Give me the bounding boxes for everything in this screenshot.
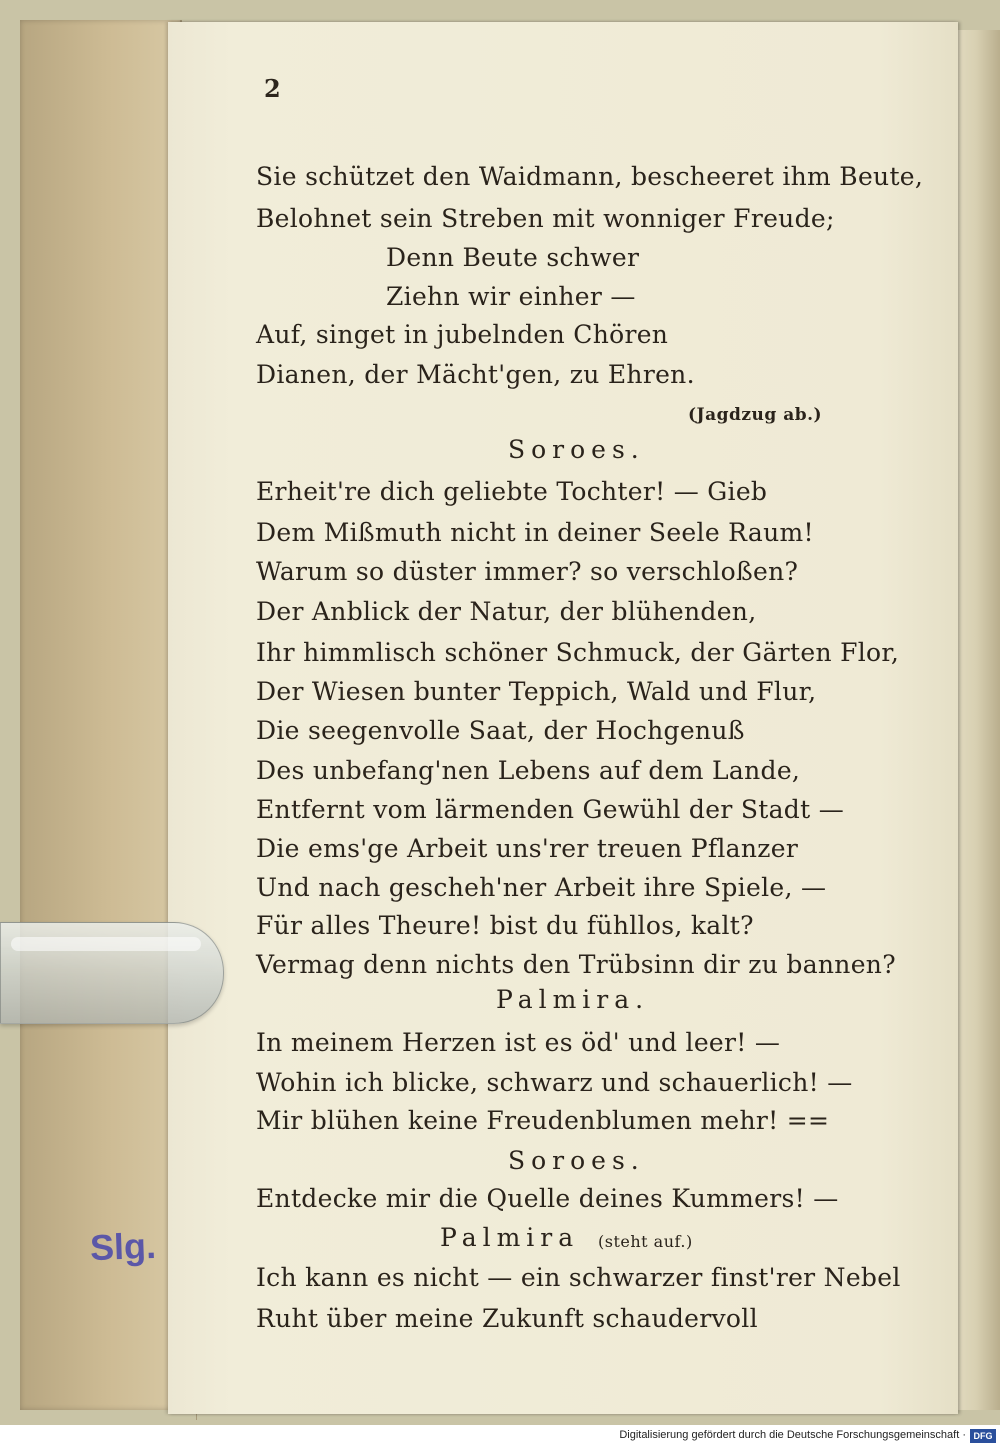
speaker-name: Soroes.	[508, 435, 645, 464]
funding-notice: Digitalisierung gefördert durch die Deutsche Forschungsgemeinschaft ·	[619, 1429, 966, 1441]
verse-line: Wohin ich blicke, schwarz und schauerlich! —	[256, 1068, 853, 1097]
verse-line: Der Wiesen bunter Teppich, Wald und Flur,	[256, 677, 817, 706]
verse-line: Dianen, der Mächt'gen, zu Ehren.	[256, 360, 695, 389]
speaker-name: Palmira	[440, 1223, 580, 1252]
verse-line: Erheit're dich geliebte Tochter! — Gieb	[256, 477, 768, 506]
library-stamp: Slg.	[89, 1224, 157, 1269]
verse-line: Denn Beute schwer	[386, 243, 640, 272]
page-number: 2	[264, 74, 281, 103]
verse-line: Dem Mißmuth nicht in deiner Seele Raum!	[256, 518, 814, 547]
verse-line: Auf, singet in jubelnden Chören	[256, 320, 669, 349]
verse-line: Ziehn wir einher —	[386, 282, 636, 311]
verse-line: Ruht über meine Zukunft schaudervoll	[256, 1304, 758, 1333]
stage-direction: (steht auf.)	[598, 1232, 693, 1251]
clip-highlight	[11, 937, 201, 951]
verse-line: Sie schützet den Waidmann, bescheeret ihm Beute,	[256, 162, 924, 191]
verse-line: Ich kann es nicht — ein schwarzer finst'rer Nebel	[256, 1263, 901, 1292]
verse-line: In meinem Herzen ist es öd' und leer! —	[256, 1028, 781, 1057]
verse-line: Die ems'ge Arbeit uns'rer treuen Pflanzer	[256, 834, 799, 863]
verse-line: Belohnet sein Streben mit wonniger Freude;	[256, 204, 835, 233]
verse-line: Der Anblick der Natur, der blühenden,	[256, 597, 757, 626]
verse-line: Und nach gescheh'ner Arbeit ihre Spiele, —	[256, 873, 827, 902]
verse-line: Ihr himmlisch schöner Schmuck, der Gärten Flor,	[256, 638, 900, 667]
dfg-logo: DFG	[970, 1429, 996, 1443]
verse-line: Die seegenvolle Saat, der Hochgenuß	[256, 716, 745, 745]
back-leaf	[20, 20, 182, 1410]
verse-line: Entdecke mir die Quelle deines Kummers! —	[256, 1184, 839, 1213]
verse-line: Entfernt vom lärmenden Gewühl der Stadt —	[256, 795, 844, 824]
book-page	[168, 22, 958, 1414]
footer-bar	[0, 1425, 1000, 1448]
verse-line: Vermag denn nichts den Trübsinn dir zu bannen?	[256, 950, 896, 979]
speaker-name: Soroes.	[508, 1146, 645, 1175]
plastic-page-clip	[0, 922, 224, 1024]
verse-line: Für alles Theure! bist du fühllos, kalt?	[256, 911, 754, 940]
verse-line: Mir blühen keine Freudenblumen mehr! ==	[256, 1106, 830, 1135]
verse-line: Des unbefang'nen Lebens auf dem Lande,	[256, 756, 801, 785]
speaker-name: Palmira.	[496, 985, 650, 1014]
verse-line: Warum so düster immer? so verschloßen?	[256, 557, 799, 586]
stage-direction: (Jagdzug ab.)	[688, 405, 823, 425]
